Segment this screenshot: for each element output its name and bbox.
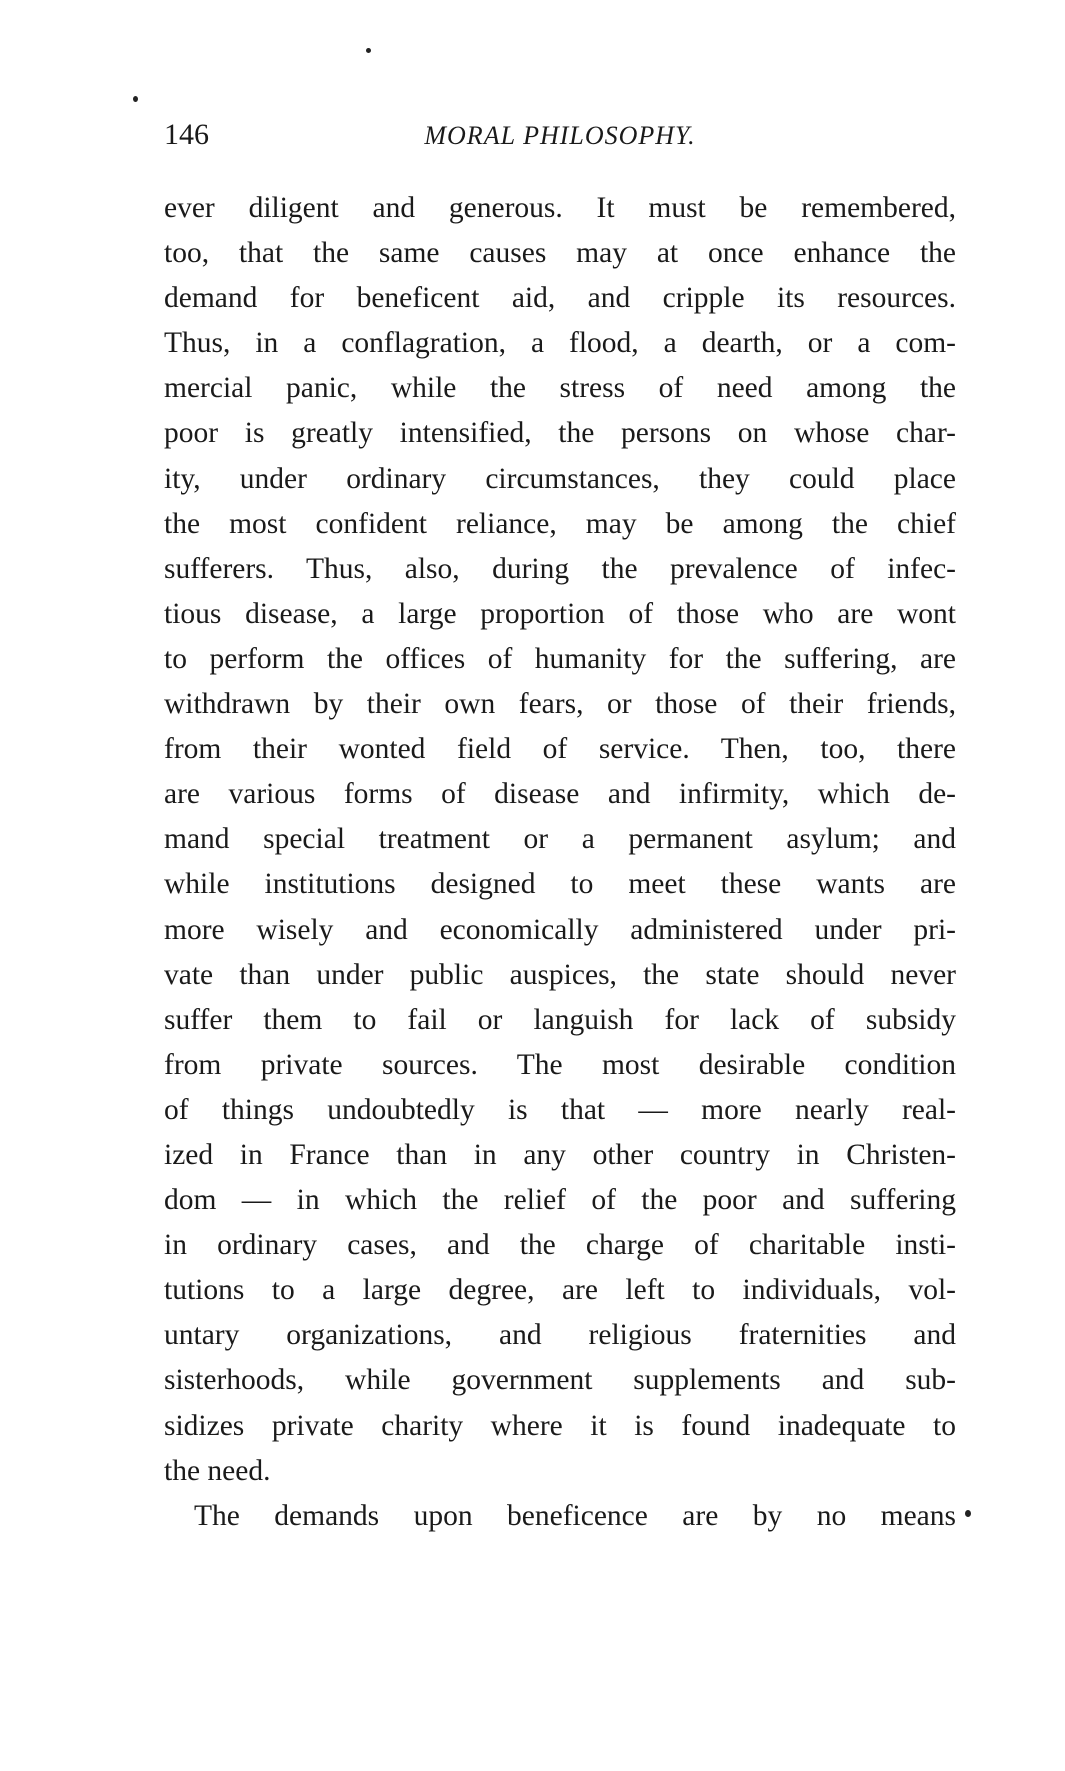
text-line: demand for beneficent aid, and cripple its resources.	[164, 282, 956, 315]
text-line: from private sources. The most desirable condition	[164, 1048, 956, 1081]
text-line: from their wonted field of service. Then, too, there	[164, 733, 956, 766]
text-line: suffer them to fail or languish for lack of subsidy	[164, 1003, 956, 1036]
running-header	[164, 118, 956, 158]
text-line: are various forms of disease and infirmity, which de-	[164, 778, 956, 811]
text-line: in ordinary cases, and the charge of charitable insti-	[164, 1229, 956, 1262]
text-line: ity, under ordinary circumstances, they could place	[164, 462, 956, 495]
text-line: tious disease, a large proportion of those who are wont	[164, 597, 956, 630]
text-line: too, that the same causes may at once enhance the	[164, 237, 956, 270]
scan-speck	[133, 96, 138, 102]
text-line: dom — in which the relief of the poor and suffering	[164, 1184, 956, 1217]
text-line: Thus, in a conflagration, a flood, a dearth, or a com-	[164, 327, 956, 360]
text-line: while institutions designed to meet these wants are	[164, 868, 956, 901]
page-number: 146	[164, 118, 209, 151]
text-line: sufferers. Thus, also, during the prevalence of infec-	[164, 552, 956, 585]
text-line: more wisely and economically administered under pri-	[164, 913, 956, 946]
text-line: mercial panic, while the stress of need among the	[164, 372, 956, 405]
text-line: the need.	[164, 1454, 271, 1487]
text-line: sisterhoods, while government supplements and sub-	[164, 1364, 956, 1397]
scan-speck	[965, 1510, 971, 1517]
text-line: poor is greatly intensified, the persons on whose char-	[164, 417, 956, 450]
text-line: the most confident reliance, may be among the chief	[164, 507, 956, 540]
scan-speck	[366, 48, 371, 53]
text-line: ized in France than in any other country in Christen-	[164, 1138, 956, 1171]
text-line: vate than under public auspices, the state should never	[164, 958, 956, 991]
page-body	[164, 186, 956, 1539]
text-line: of things undoubtedly is that — more nearly real-	[164, 1093, 956, 1126]
text-line: sidizes private charity where it is found inadequate to	[164, 1409, 956, 1442]
text-line: ever diligent and generous. It must be remembered,	[164, 192, 956, 224]
text-line: to perform the offices of humanity for the suffering, are	[164, 642, 956, 675]
text-line: withdrawn by their own fears, or those of their friends,	[164, 688, 956, 721]
text-line: The demands upon beneficence are by no means	[194, 1499, 956, 1532]
text-line: untary organizations, and religious fraternities and	[164, 1319, 956, 1352]
text-line: mand special treatment or a permanent asylum; and	[164, 823, 956, 856]
running-title: MORAL PHILOSOPHY.	[424, 121, 696, 150]
text-line: tutions to a large degree, are left to individuals, vol-	[164, 1274, 956, 1307]
